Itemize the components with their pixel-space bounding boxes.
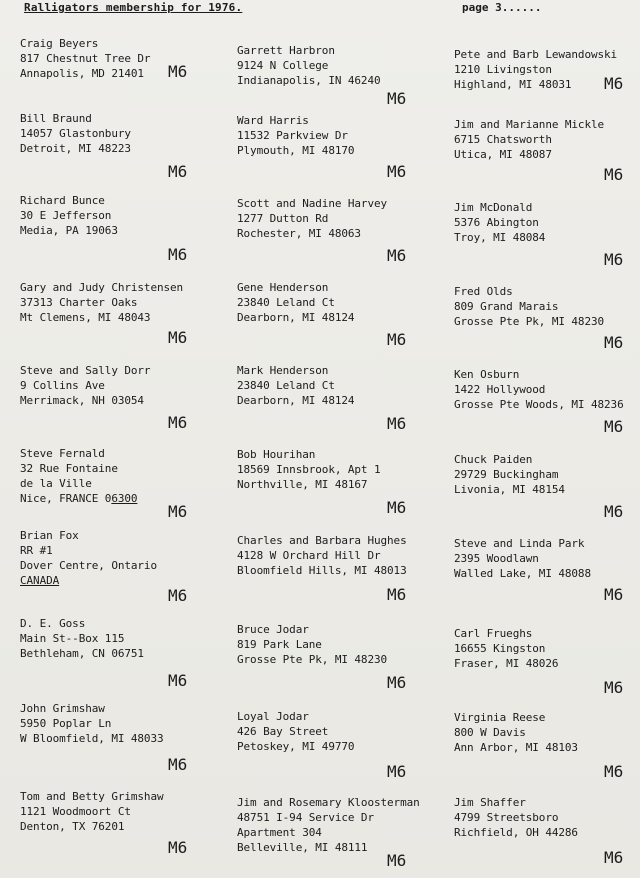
membership-code: M6 — [168, 586, 188, 605]
membership-code: M6 — [604, 165, 624, 184]
member-entry — [454, 626, 558, 671]
member-address-line: Grosse Pte Pk, MI 48230 — [454, 315, 605, 328]
member-entry — [20, 193, 118, 238]
member-name: D. E. Goss — [20, 617, 86, 630]
member-name: Mark Henderson — [237, 364, 329, 377]
member-address-line: 819 Park Lane — [237, 638, 322, 651]
member-entry — [20, 789, 164, 834]
member-entry — [454, 284, 604, 329]
membership-code: M6 — [604, 417, 624, 436]
membership-code: M6 — [387, 162, 407, 181]
member-address-line: 4799 Streetsboro — [454, 811, 559, 824]
member-address-line: Walled Lake, MI 48088 — [454, 567, 591, 580]
member-name: Richard Bunce — [20, 194, 105, 207]
member-entry — [237, 795, 420, 855]
member-entry — [20, 446, 137, 506]
member-entry — [20, 528, 157, 588]
member-address-line: 29729 Buckingham — [454, 468, 559, 481]
member-entry — [454, 795, 578, 840]
member-address-line: 48751 I-94 Service Dr — [237, 811, 374, 824]
membership-code: M6 — [168, 245, 188, 264]
member-address-line: 14057 Glastonbury — [20, 127, 131, 140]
membership-code: M6 — [168, 413, 188, 432]
membership-code: M6 — [387, 762, 407, 781]
membership-code: M6 — [387, 851, 407, 870]
member-address-line: Livonia, MI 48154 — [454, 483, 565, 496]
member-name: John Grimshaw — [20, 702, 105, 715]
membership-code: M6 — [168, 328, 188, 347]
member-address-line: Annapolis, MD 21401 — [20, 67, 144, 80]
member-name: Pete and Barb Lewandowski — [454, 48, 618, 61]
member-address-line: 817 Chestnut Tree Dr — [20, 52, 151, 65]
membership-code: M6 — [168, 755, 188, 774]
member-address-line: 9 Collins Ave — [20, 379, 105, 392]
member-name: Jim and Rosemary Kloosterman — [237, 796, 420, 809]
membership-code: M6 — [604, 74, 624, 93]
member-entry — [454, 452, 565, 497]
member-address-line: Media, PA 19063 — [20, 224, 118, 237]
page-number: page 3...... — [462, 1, 542, 14]
member-address-line: 1121 Woodmoort Ct — [20, 805, 131, 818]
member-address-line: 1422 Hollywood — [454, 383, 546, 396]
member-name: Jim Shaffer — [454, 796, 526, 809]
member-address-line: Denton, TX 76201 — [20, 820, 125, 833]
member-address-line: 2395 Woodlawn — [454, 552, 539, 565]
membership-code: M6 — [387, 246, 407, 265]
membership-code: M6 — [387, 498, 407, 517]
member-name: Charles and Barbara Hughes — [237, 534, 407, 547]
member-address-line: Plymouth, MI 48170 — [237, 144, 355, 157]
member-address-line: 23840 Leland Ct — [237, 379, 335, 392]
member-name: Virginia Reese — [454, 711, 546, 724]
member-address-line: Detroit, MI 48223 — [20, 142, 131, 155]
membership-code: M6 — [168, 838, 188, 857]
member-entry — [237, 447, 381, 492]
member-name: Craig Beyers — [20, 37, 99, 50]
member-address-line: RR #1 — [20, 544, 53, 557]
member-address-line: 5376 Abington — [454, 216, 539, 229]
member-entry — [237, 533, 407, 578]
member-address-line: Indianapolis, IN 46240 — [237, 74, 381, 87]
member-name: Steve and Linda Park — [454, 537, 585, 550]
membership-code: M6 — [387, 330, 407, 349]
membership-code: M6 — [168, 502, 188, 521]
member-entry — [20, 363, 150, 408]
member-address-line: Dearborn, MI 48124 — [237, 394, 355, 407]
membership-code: M6 — [387, 585, 407, 604]
member-address-line: 30 E Jefferson — [20, 209, 112, 222]
member-address-line: 23840 Leland Ct — [237, 296, 335, 309]
member-entry — [237, 280, 354, 325]
member-entry — [454, 117, 604, 162]
member-address-line: Dearborn, MI 48124 — [237, 311, 355, 324]
member-address-line: Northville, MI 48167 — [237, 478, 368, 491]
member-entry — [237, 622, 387, 667]
member-entry — [454, 367, 624, 412]
member-entry — [20, 701, 164, 746]
member-address-line: 18569 Innsbrook, Apt 1 — [237, 463, 381, 476]
membership-code: M6 — [168, 62, 188, 81]
member-entry — [454, 200, 545, 245]
member-name: Brian Fox — [20, 529, 79, 542]
member-address-line: 32 Rue Fontaine — [20, 462, 118, 475]
member-address-line: Apartment 304 — [237, 826, 322, 839]
member-address-line: de la Ville — [20, 477, 92, 490]
member-address-line: 800 W Davis — [454, 726, 526, 739]
member-name: Jim McDonald — [454, 201, 533, 214]
membership-code: M6 — [604, 333, 624, 352]
membership-code: M6 — [604, 502, 624, 521]
member-address-line: Grosse Pte Woods, MI 48236 — [454, 398, 624, 411]
member-address-line: 37313 Charter Oaks — [20, 296, 138, 309]
membership-code: M6 — [168, 162, 188, 181]
member-name: Bill Braund — [20, 112, 92, 125]
member-address-line: 1277 Dutton Rd — [237, 212, 329, 225]
member-name: Ward Harris — [237, 114, 309, 127]
member-address-line: Ann Arbor, MI 48103 — [454, 741, 578, 754]
member-entry — [237, 113, 354, 158]
member-name: Loyal Jodar — [237, 710, 309, 723]
member-entry — [454, 47, 617, 92]
member-address-line: Merrimack, NH 03054 — [20, 394, 144, 407]
membership-code: M6 — [604, 762, 624, 781]
member-address-line: Main St--Box 115 — [20, 632, 125, 645]
member-address-line: 4128 W Orchard Hill Dr — [237, 549, 381, 562]
member-name: Tom and Betty Grimshaw — [20, 790, 164, 803]
member-name: Scott and Nadine Harvey — [237, 197, 388, 210]
member-entry — [20, 36, 150, 81]
member-address-line: Petoskey, MI 49770 — [237, 740, 355, 753]
member-address-line: W Bloomfield, MI 48033 — [20, 732, 164, 745]
member-entry — [454, 536, 591, 581]
member-address-line: Grosse Pte Pk, MI 48230 — [237, 653, 388, 666]
member-name: Garrett Harbron — [237, 44, 335, 57]
member-address-line: Bethleham, CN 06751 — [20, 647, 144, 660]
member-address-line: Nice, FRANCE 06300 — [20, 492, 138, 505]
member-entry — [454, 710, 578, 755]
member-address-line: Dover Centre, Ontario — [20, 559, 157, 572]
member-entry — [237, 709, 354, 754]
member-address-line: Belleville, MI 48111 — [237, 841, 368, 854]
member-address-line: 11532 Parkview Dr — [237, 129, 348, 142]
member-name: Carl Frueghs — [454, 627, 533, 640]
member-address-line: 9124 N College — [237, 59, 329, 72]
member-address-line: Utica, MI 48087 — [454, 148, 552, 161]
member-address-line: Mt Clemens, MI 48043 — [20, 311, 151, 324]
member-address-line: Bloomfield Hills, MI 48013 — [237, 564, 407, 577]
member-name: Steve and Sally Dorr — [20, 364, 151, 377]
member-address-line: Highland, MI 48031 — [454, 78, 572, 91]
member-name: Jim and Marianne Mickle — [454, 118, 605, 131]
document-title: Ralligators membership for 1976. — [24, 1, 243, 14]
member-name: Gene Henderson — [237, 281, 329, 294]
member-address-line: Fraser, MI 48026 — [454, 657, 559, 670]
member-address-line: Rochester, MI 48063 — [237, 227, 361, 240]
member-address-line: Troy, MI 48084 — [454, 231, 546, 244]
member-name: Bruce Jodar — [237, 623, 309, 636]
member-address-line: CANADA — [20, 574, 60, 587]
member-name: Chuck Paiden — [454, 453, 533, 466]
member-address-line: 16655 Kingston — [454, 642, 546, 655]
member-entry — [237, 196, 387, 241]
member-name: Ken Osburn — [454, 368, 520, 381]
member-address-line: 1210 Livingston — [454, 63, 552, 76]
member-address-line: 426 Bay Street — [237, 725, 329, 738]
membership-code: M6 — [604, 848, 624, 867]
member-name: Steve Fernald — [20, 447, 105, 460]
membership-code: M6 — [604, 585, 624, 604]
membership-code: M6 — [168, 671, 188, 690]
member-entry — [20, 616, 144, 661]
member-address-line: 6715 Chatsworth — [454, 133, 552, 146]
membership-code: M6 — [387, 673, 407, 692]
member-address-line: 5950 Poplar Ln — [20, 717, 112, 730]
member-entry — [237, 43, 381, 88]
membership-code: M6 — [387, 89, 407, 108]
membership-code: M6 — [604, 678, 624, 697]
membership-code: M6 — [387, 414, 407, 433]
member-name: Gary and Judy Christensen — [20, 281, 184, 294]
membership-code: M6 — [604, 250, 624, 269]
member-entry — [237, 363, 354, 408]
member-address-line: Richfield, OH 44286 — [454, 826, 578, 839]
member-address-line: 809 Grand Marais — [454, 300, 559, 313]
member-name: Bob Hourihan — [237, 448, 316, 461]
member-entry — [20, 280, 183, 325]
member-entry — [20, 111, 131, 156]
member-name: Fred Olds — [454, 285, 513, 298]
